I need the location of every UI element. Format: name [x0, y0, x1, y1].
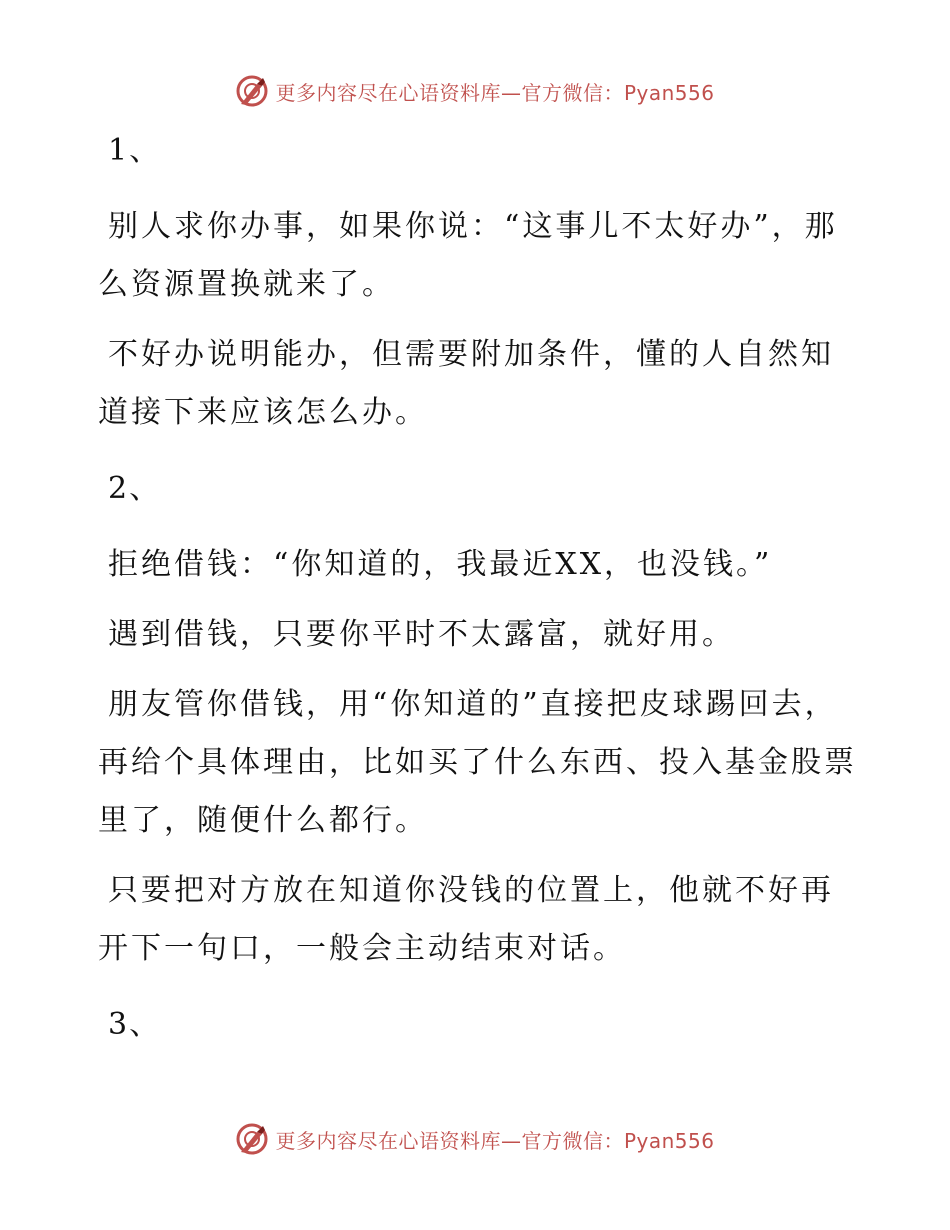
pen-logo-icon	[235, 1122, 269, 1156]
paragraph: 不好办说明能办，但需要附加条件，懂的人自然知道接下来应该怎么办。	[98, 337, 834, 430]
paragraph: 朋友管你借钱，用“你知道的”直接把皮球踢回去，再给个具体理由，比如买了什么东西、投入基金股票里了，随便什么都行。	[98, 687, 857, 838]
document-body	[98, 122, 858, 1054]
paragraph: 遇到借钱，只要你平时不太露富，就好用。	[108, 617, 735, 652]
footer-watermark	[0, 1119, 950, 1159]
section-number: 1、	[108, 133, 162, 168]
paragraph: 只要把对方放在知道你没钱的位置上，他就不好再开下一句口，一般会主动结束对话。	[98, 873, 834, 966]
watermark-text: 更多内容尽在心语资料库—官方微信：Pyan556	[275, 80, 715, 105]
section-number: 2、	[108, 471, 162, 506]
watermark-text: 更多内容尽在心语资料库—官方微信：Pyan556	[275, 1128, 715, 1153]
paragraph: 别人求你办事，如果你说：“这事儿不太好办”，那么资源置换就来了。	[98, 209, 838, 302]
section-number: 3、	[108, 1007, 162, 1042]
pen-logo-icon	[235, 74, 269, 108]
header-watermark	[0, 71, 950, 111]
paragraph: 拒绝借钱：“你知道的，我最近XX，也没钱。”	[108, 547, 773, 582]
